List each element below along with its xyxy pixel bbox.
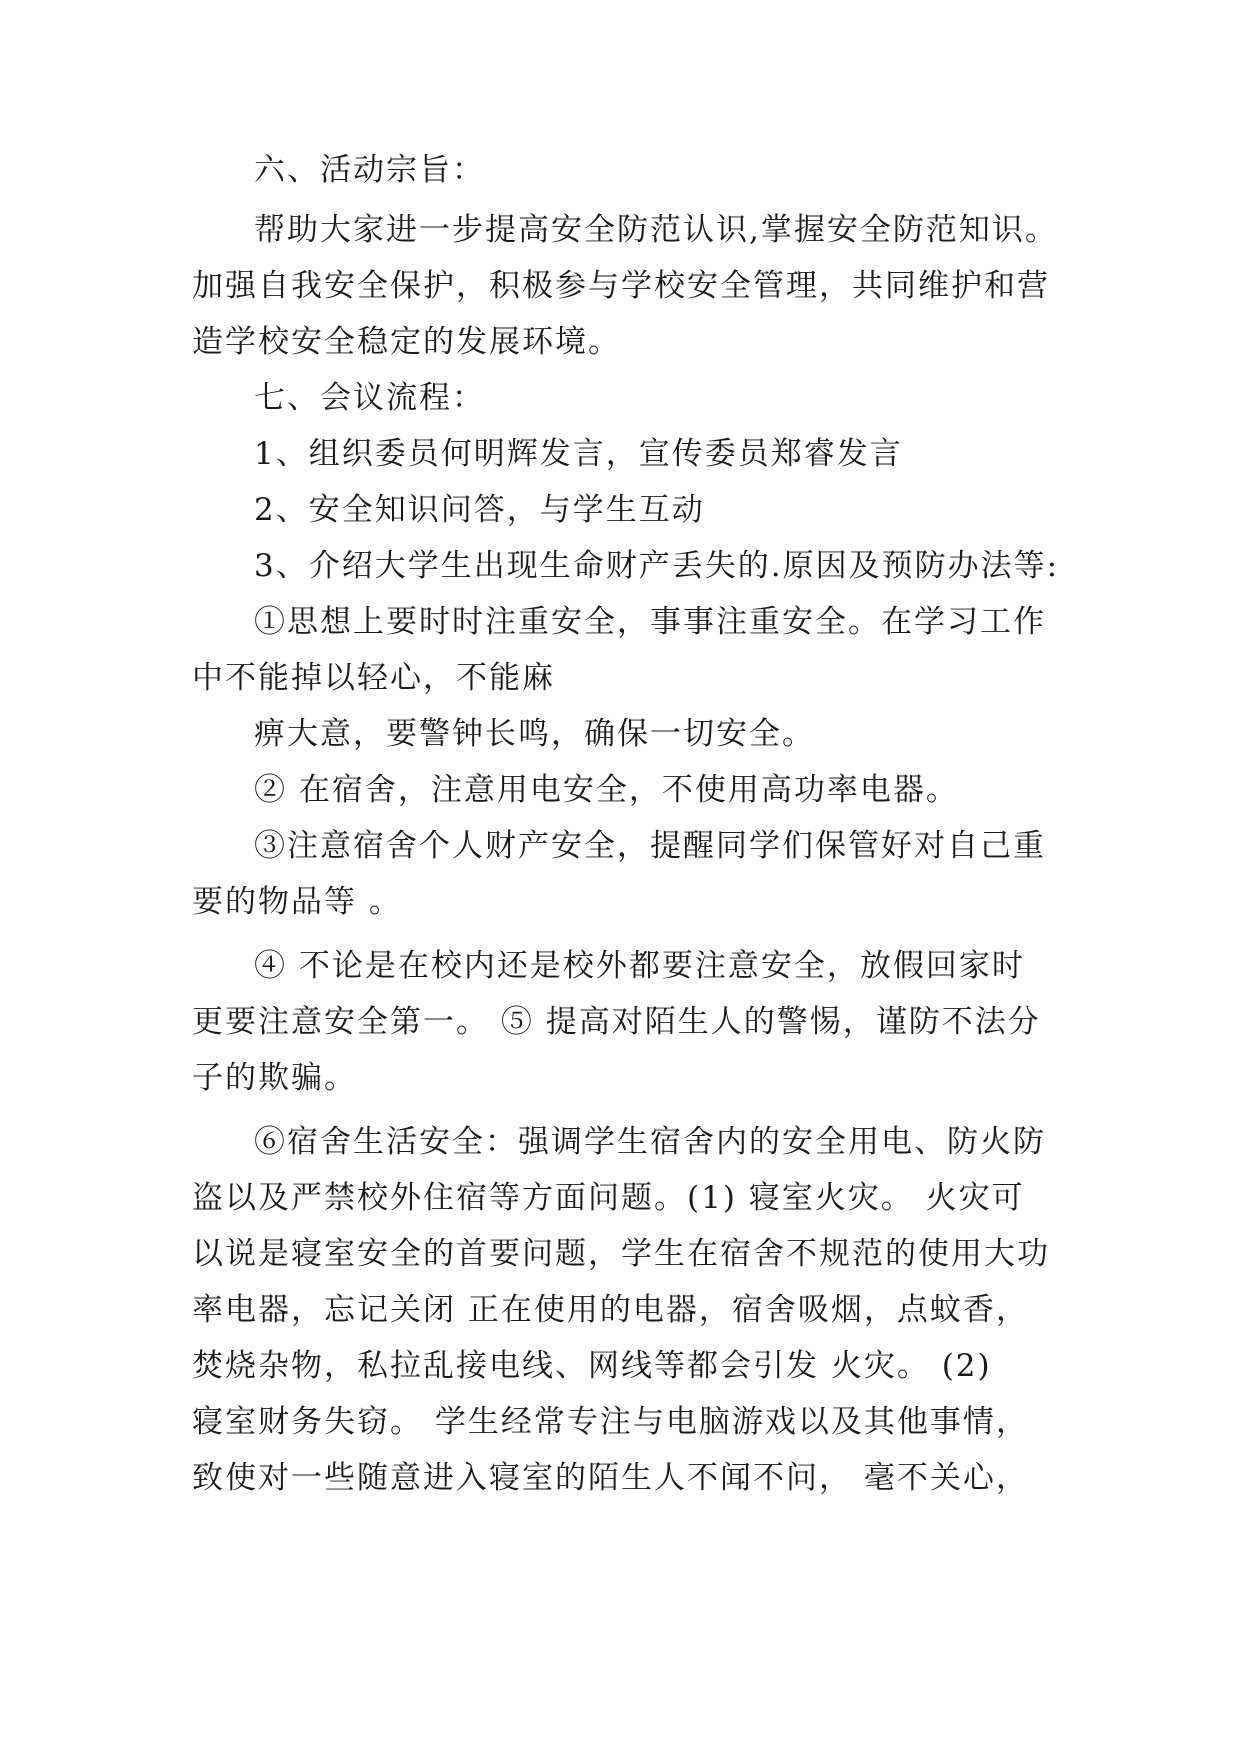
paragraph-line: ①思想上要时时注重安全，事事注重安全。在学习工作 xyxy=(254,604,1046,640)
heading-meeting-process: 七、会议流程： xyxy=(254,380,485,416)
paragraph-line: 痹大意，要警钟长鸣，确保一切安全。 xyxy=(254,716,815,752)
paragraph-line: 率电器，忘记关闭 正在使用的电器，宿舍吸烟，点蚊香， xyxy=(192,1292,1029,1328)
list-item: 1、组织委员何明辉发言，宣传委员郑睿发言 xyxy=(254,436,903,472)
paragraph-line: 要的物品等 。 xyxy=(192,884,402,920)
paragraph-line: ③注意宿舍个人财产安全，提醒同学们保管好对自己重 xyxy=(254,828,1046,864)
paragraph-line: ⑥宿舍生活安全：强调学生宿舍内的安全用电、防火防 xyxy=(254,1124,1046,1160)
heading-activity-purpose: 六、活动宗旨： xyxy=(254,152,485,188)
paragraph-line: 盗以及严禁校外住宿等方面问题。(1) 寝室火灾。 火灾可 xyxy=(192,1180,1025,1216)
paragraph-line: 子的欺骗。 xyxy=(192,1060,357,1096)
paragraph-line: 造学校安全稳定的发展环境。 xyxy=(192,324,621,360)
paragraph-line: 以说是寝室安全的首要问题，学生在宿舍不规范的使用大功 xyxy=(192,1236,1050,1272)
list-item: 2、安全知识问答，与学生互动 xyxy=(254,492,705,528)
paragraph-line: 致使对一些随意进入寝室的陌生人不闻不问， 毫不关心， xyxy=(192,1460,1029,1496)
paragraph-line: 帮助大家进一步提高安全防范认识,掌握安全防范知识。 xyxy=(254,212,1058,248)
paragraph-line: 中不能掉以轻心，不能麻 xyxy=(192,660,555,696)
paragraph-line: 焚烧杂物，私拉乱接电线、网线等都会引发 火灾。 (2) xyxy=(192,1348,992,1384)
paragraph-line: 加强自我安全保护，积极参与学校安全管理，共同维护和营 xyxy=(192,268,1050,304)
paragraph-line: 寝室财务失窃。 学生经常专注与电脑游戏以及其他事情， xyxy=(192,1404,1029,1440)
paragraph-line: ④ 不论是在校内还是校外都要注意安全，放假回家时 xyxy=(254,948,1025,984)
list-item: 3、介绍大学生出现生命财产丢失的.原因及预防办法等: xyxy=(254,548,1060,584)
paragraph-line: 更要注意安全第一。 ⑤ 提高对陌生人的警惕，谨防不法分 xyxy=(192,1004,1041,1040)
paragraph-line: ② 在宿舍，注意用电安全，不使用高功率电器。 xyxy=(254,772,959,808)
